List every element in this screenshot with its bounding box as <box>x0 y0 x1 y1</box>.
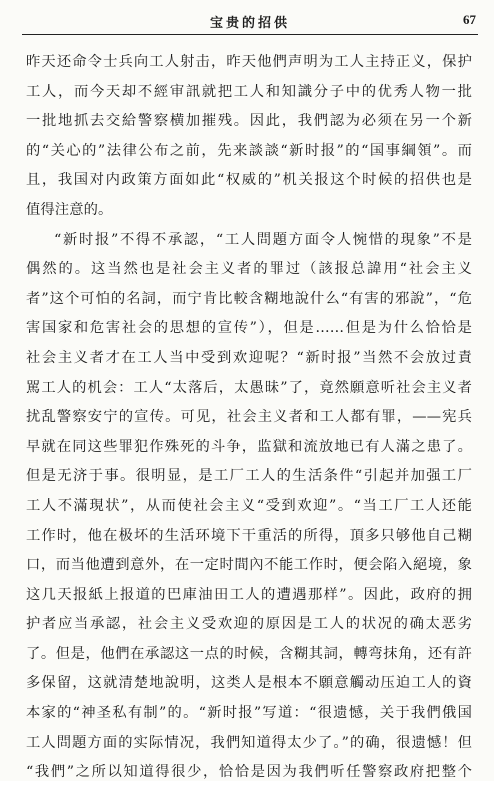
text-line: 的“关心的”法律公布之前，先来談談“新时报”的“国事綱領”。而 <box>26 142 472 159</box>
text-line: 了。但是，他們在承認这一点的时候，含糊其詞，轉弯抹角，还有許 <box>26 645 472 662</box>
text-line: 这几天报紙上报道的巴庫油田工人的遭遇那样”。因此，政府的拥 <box>26 586 472 603</box>
text-line: “我們”之所以知道得很少，恰恰是因为我們听任警察政府把整个 <box>26 764 472 781</box>
text-line: 偶然的。这当然也是社会主义者的罪过（該报总諱用“社会主义 <box>26 261 472 278</box>
text-line: 多保留，这就清楚地說明，这类人是根本不願意觸动压迫工人的資 <box>26 675 472 692</box>
text-line: 扰乱警察安宁的宣传。可见，社会主义者和工人都有罪，——宪兵 <box>26 409 472 426</box>
text-line: 护者应当承認，社会主义受欢迎的原因是工人的状况的确太恶劣 <box>26 616 472 633</box>
running-title: 宝贵的招供 <box>209 16 290 31</box>
text-line: 口，而当他遭到意外，在一定时間內不能工作时，便会陷入絕境，象 <box>26 557 472 574</box>
text-line: 工人，而今天却不經审訊就把工人和知識分子中的优秀人物一批 <box>26 83 472 100</box>
text-line: 工人不滿現状”，从而使社会主义“受到欢迎”。“当工厂工人还能 <box>26 497 472 514</box>
text-line: 工人問題方面的实际情况，我們知道得太少了。”的确，很遗憾！但 <box>26 734 472 751</box>
text-line: 一批地抓去交給警察横加摧残。因此，我們認为必须在另一个新 <box>26 113 472 130</box>
text-line: 者”这个可怕的名詞，而宁肯比較含糊地說什么“有害的邪說”，“危 <box>26 290 472 307</box>
text-line: 工作时，他在极坏的生活环境下干重活的所得，頂多只够他自己糊 <box>26 527 472 544</box>
text-line: 害国家和危害社会的思想的宣传”），但是……但是为什么恰恰是 <box>26 320 472 337</box>
page-header <box>22 10 478 35</box>
text-line: 值得注意的。 <box>26 201 113 218</box>
body-text <box>26 48 472 788</box>
text-line: 昨天还命令士兵向工人射击，昨天他們声明为工人主持正义，保护 <box>26 54 472 70</box>
text-line: 但是无济于事。很明显，是工厂工人的生活条件“引起并加强工厂 <box>26 468 472 485</box>
text-line: 駡工人的机会：工人“太落后，太愚昧”了，竟然願意听社会主义者 <box>26 379 472 396</box>
text-line: 且，我国对内政策方面如此“权威的”机关报这个时候的招供也是 <box>26 172 472 189</box>
text-line: 本家的“神圣私有制”的。“新时报”写道：“很遗憾，关于我們俄国 <box>26 705 472 722</box>
text-line: 社会主义者才在工人当中受到欢迎呢？“新时报”当然不会放过責 <box>26 349 472 366</box>
page-number: 67 <box>463 12 476 27</box>
text-line: 早就在同这些罪犯作殊死的斗争，监獄和流放地已有人滿之患了。 <box>26 438 472 455</box>
text-line: “新时报”不得不承認，“工人問題方面令人惋惜的現象”不是 <box>54 231 472 248</box>
